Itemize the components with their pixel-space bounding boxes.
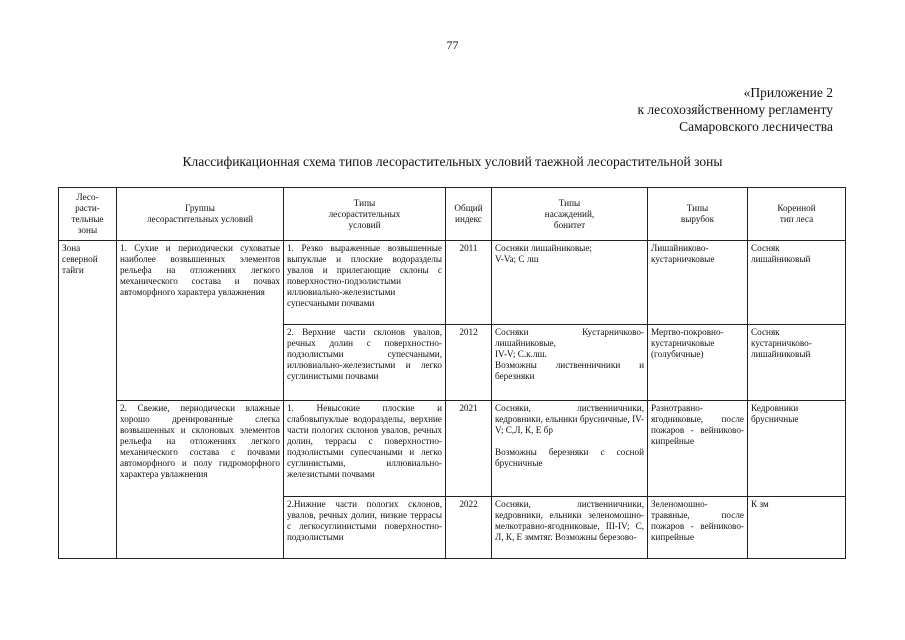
stands-cell: Сосняки лишайниковые; V-Va; С лш bbox=[492, 241, 648, 325]
forest-cell: Сосняк лишайниковый bbox=[748, 241, 846, 325]
header-cutting-types: Типы вырубок bbox=[648, 188, 748, 241]
cuttings-cell: Разнотравно-ягодниковые, после пожаров - вейниково-кипрейные bbox=[648, 401, 748, 497]
header-zone: Лесо- расти- тельные зоны bbox=[59, 188, 117, 241]
forest-cell: Сосняк кустарничково-лишайниковый bbox=[748, 325, 846, 401]
stands-cell: Сосняки, лиственничники, кедровники, ельники брусничные, IV- V; С,Л, К, Е бр Возможны березняки с сосной брусничные bbox=[492, 401, 648, 497]
page-number: 77 bbox=[446, 38, 459, 52]
classification-table bbox=[58, 187, 846, 559]
cuttings-cell: Мертво-покровно-кустарничковые (голубичные) bbox=[648, 325, 748, 401]
conditions-cell: 2.Нижние части пологих склонов, увалов, речных долин, низкие террасы с легкосуглинистыми поверхностно-подзолистыми bbox=[284, 497, 446, 559]
group-cell: 2. Свежие, периодически влажные хорошо дренированные слегка возвышенных и склоновых элементов рельефа на отложениях легкого механического состава с почвами автоморфного и полу гидроморфного характера увлажнения bbox=[117, 401, 284, 559]
appendix-line-3: Самаровского лесничества bbox=[679, 119, 833, 134]
stands-cell: Сосняки Кустарничково-лишайниковые, IV-V; С.к.лш. Возможны лиственничники и березняки bbox=[492, 325, 648, 401]
forest-cell: К зм bbox=[748, 497, 846, 559]
header-stand-types: Типы насаждений, бонитет bbox=[492, 188, 648, 241]
header-forest-type: Коренной тип леса bbox=[748, 188, 846, 241]
forest-cell: Кедровники брусничные bbox=[748, 401, 846, 497]
stands-cell: Сосняки, лиственничники, кедровники, ельники зеленомошно-мелкотравно-ягодниковые, III-IV; С, Л, К, Е зммтяг. Возможны березово- bbox=[492, 497, 648, 559]
cuttings-cell: Зеленомошно-травяные, после пожаров - вейниково-кипрейные bbox=[648, 497, 748, 559]
index-cell: 2021 bbox=[446, 401, 492, 497]
header-groups: Группы лесорастительных условий bbox=[117, 188, 284, 241]
group-cell: 1. Сухие и периодически суховатые наиболее возвышенных элементов рельефа на отложениях легкого механического состава и почвах автоморфного характера увлажнения bbox=[117, 241, 284, 401]
header-row bbox=[59, 188, 846, 241]
appendix-line-1: «Приложение 2 bbox=[743, 85, 833, 100]
document-title: Классификационная схема типов лесорастительных условий таежной лесорастительной зоны bbox=[182, 154, 723, 169]
index-cell: 2022 bbox=[446, 497, 492, 559]
conditions-cell: 2. Верхние части склонов увалов, речных долин с поверхностно-подзолистыми супесчаными, иллювиально-железистыми и легко суглинистыми почвами bbox=[284, 325, 446, 401]
header-index: Общий индекс bbox=[446, 188, 492, 241]
zone-cell: Зона северной тайги bbox=[59, 241, 117, 559]
conditions-cell: 1. Невысокие плоские и слабовыпуклые водоразделы, верхние части пологих склонов увалов, речных долин, террасы с поверхностно-подзолистыми супесчаными и легко суглинистыми, иллювиально-железистыми почвами bbox=[284, 401, 446, 497]
conditions-cell: 1. Резко выраженные возвышенные выпуклые и плоские водоразделы увалов и прилегающие склоны с поверхностно-подзолистыми иллювиально-железистыми супесчаными почвами bbox=[284, 241, 446, 325]
header-condition-types: Типы лесорастительных условий bbox=[284, 188, 446, 241]
appendix-heading bbox=[638, 84, 834, 135]
cuttings-cell: Лишайниково- кустарничковые bbox=[648, 241, 748, 325]
index-cell: 2011 bbox=[446, 241, 492, 325]
table-row bbox=[59, 241, 846, 325]
appendix-line-2: к лесохозяйственному регламенту bbox=[637, 102, 833, 117]
table-row bbox=[59, 401, 846, 497]
index-cell: 2012 bbox=[446, 325, 492, 401]
